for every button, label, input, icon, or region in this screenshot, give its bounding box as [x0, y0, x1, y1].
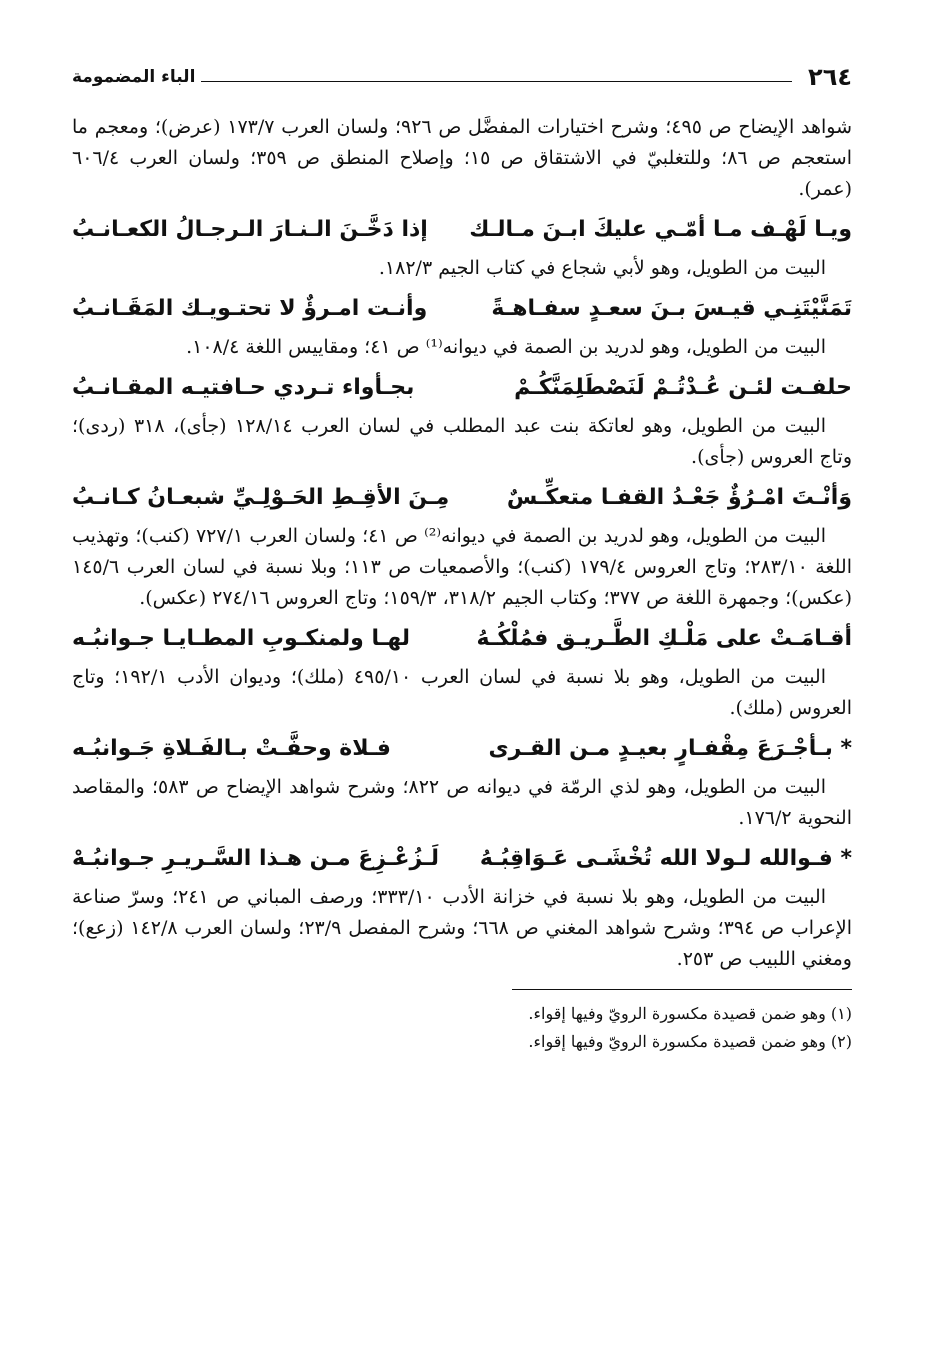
- verse-first-hemistich: حلفـت لئـن عُـدْتُـمْ لَنَصْطَلِمَنَّكُـمْ: [514, 375, 852, 400]
- citation-paragraph: البيت من الطويل، وهو لأبي شجاع في كتاب الجيم ١٨٢/٣.: [378, 257, 826, 279]
- verse-first-hemistich: تَمَنَّيْتَنِـي قيـسَ بـنَ سعـدٍ سفـاهـةً: [491, 296, 852, 321]
- running-head: [72, 60, 852, 94]
- footnote: (١) وهو ضمن قصيدة مكسورة الرويّ وفيها إقواء.: [528, 1004, 852, 1023]
- footnote-rule: [512, 989, 852, 990]
- page-number: ٢٦٤: [808, 63, 852, 91]
- verse-second-hemistich: لهـا ولمنكـوبِ المطـايـا جـوانبُـه: [72, 626, 411, 651]
- verse-first-hemistich: وَأنْـتَ امْـرُؤٌ جَعْـدُ القفـا متعكِّـسٌ: [506, 485, 852, 510]
- verse-line: [72, 620, 852, 658]
- verse-second-hemistich: إذا دَخَّـنَ الـنـارَ الـرجـالُ الكعـانـبُ: [72, 217, 428, 242]
- verse-line: [72, 290, 852, 328]
- verse-first-hemistich: أقـامَـتْ على مَلْـكِ الطَّـريـق فمُلْكُـهُ: [476, 626, 852, 651]
- verse-line: [72, 840, 852, 878]
- citation-paragraph: البيت من الطويل، وهو بلا نسبة في لسان العرب ٤٩٥/١٠ (ملك)؛ وديوان الأدب ١٩٢/١؛ وتاج العروس (ملك).: [72, 666, 852, 719]
- citation-paragraph: البيت من الطويل، وهو بلا نسبة في خزانة الأدب ٣٣٣/١٠؛ ورصف المباني ص ٢٤١؛ وسرّ صناعة الإعراب ص ٣٩٤؛ وشرح شواهد المغني ص ٦٦٨؛ وشرح المفصل ٢٣/٩؛ ولسان العرب ١٤٢/٨ (زعع)؛ ومغني اللبيب ص ٢٥٣.: [72, 886, 853, 970]
- citation-paragraph: البيت من الطويل، وهو لدريد بن الصمة في ديوانه⁽¹⁾ ص ٤١؛ ومقاييس اللغة ١٠٨/٤.: [186, 336, 826, 358]
- verse-second-hemistich: بجـأواء تـردي حـافتيـه المقـانـبُ: [72, 375, 415, 400]
- verse-line: [72, 479, 852, 517]
- verse-first-hemistich: ويـا لَهْـف مـا أمّـي عليكَ ابـنَ مـالـك: [469, 217, 852, 242]
- verse-line: [72, 211, 852, 249]
- book-page: [72, 60, 852, 1056]
- header-rule: [201, 81, 792, 82]
- verse-first-hemistich: * بـأجْـرَعَ مِقْفـارٍ بعيـدٍ مـن القـرى: [488, 736, 852, 761]
- section-title: الباء المضمومة: [72, 67, 196, 87]
- citation-paragraph: البيت من الطويل، وهو لدريد بن الصمة في ديوانه⁽²⁾ ص ٤١؛ ولسان العرب ٧٢٧/١ (كنب)؛ وتهذيب اللغة ٢٨٣/١٠؛ وتاج العروس ١٧٩/٤ (كنب)؛ والأصمعيات ص ١١٣؛ وبلا نسبة في لسان العرب ١٤٥/٦ (عكس)؛ وجمهرة اللغة ص ٣٧٧؛ وكتاب الجيم ٣١٨/٢، ١٥٩/٣؛ وتاج العروس ٢٧٤/١٦ (عكس).: [72, 525, 852, 609]
- citation-paragraph: البيت من الطويل، وهو لعاتكة بنت عبد المطلب في لسان العرب ١٢٨/١٤ (جأى)، ٣١٨ (ردى)؛ وتاج العروس (جأى).: [72, 415, 852, 468]
- verse-second-hemistich: فـلاة وحفَّـتْ بـالفَـلاةِ جَـوانبُـه: [72, 736, 391, 761]
- verse-second-hemistich: مِـنَ الأقِـطِ الحَـوْلِـيِّ شبعـانُ كـانـبُ: [72, 485, 450, 510]
- verse-second-hemistich: لَـزُعْـزِعَ مـن هـذا السَّـريـرِ جـوانبُـهْ: [72, 846, 439, 871]
- verse-line: [72, 369, 852, 407]
- verse-line: [72, 730, 852, 768]
- citation-paragraph: البيت من الطويل، وهو لذي الرمّة في ديوانه ص ٨٢٢؛ وشرح شواهد الإيضاح ص ٥٨٣؛ والمقاصد النحوية ١٧٦/٢.: [72, 776, 852, 829]
- footnote: (٢) وهو ضمن قصيدة مكسورة الرويّ وفيها إقواء.: [528, 1032, 852, 1051]
- verse-second-hemistich: وأنـت امـرؤٌ لا تحتـويـك المَقَـانـبُ: [72, 296, 428, 321]
- verse-first-hemistich: * فـوالله لـولا الله تُخْشَـى عَـوَاقِبُـهُ: [479, 846, 852, 871]
- citation-paragraph: شواهد الإيضاح ص ٤٩٥؛ وشرح اختيارات المفضَّل ص ٩٢٦؛ ولسان العرب ١٧٣/٧ (عرض)؛ ومعجم ما استعجم ص ٨٦؛ وللتغلبيّ في الاشتقاق ص ١٥؛ وإصلاح المنطق ص ٣٥٩؛ ولسان العرب ٦٠٦/٤ (عمر).: [72, 116, 853, 200]
